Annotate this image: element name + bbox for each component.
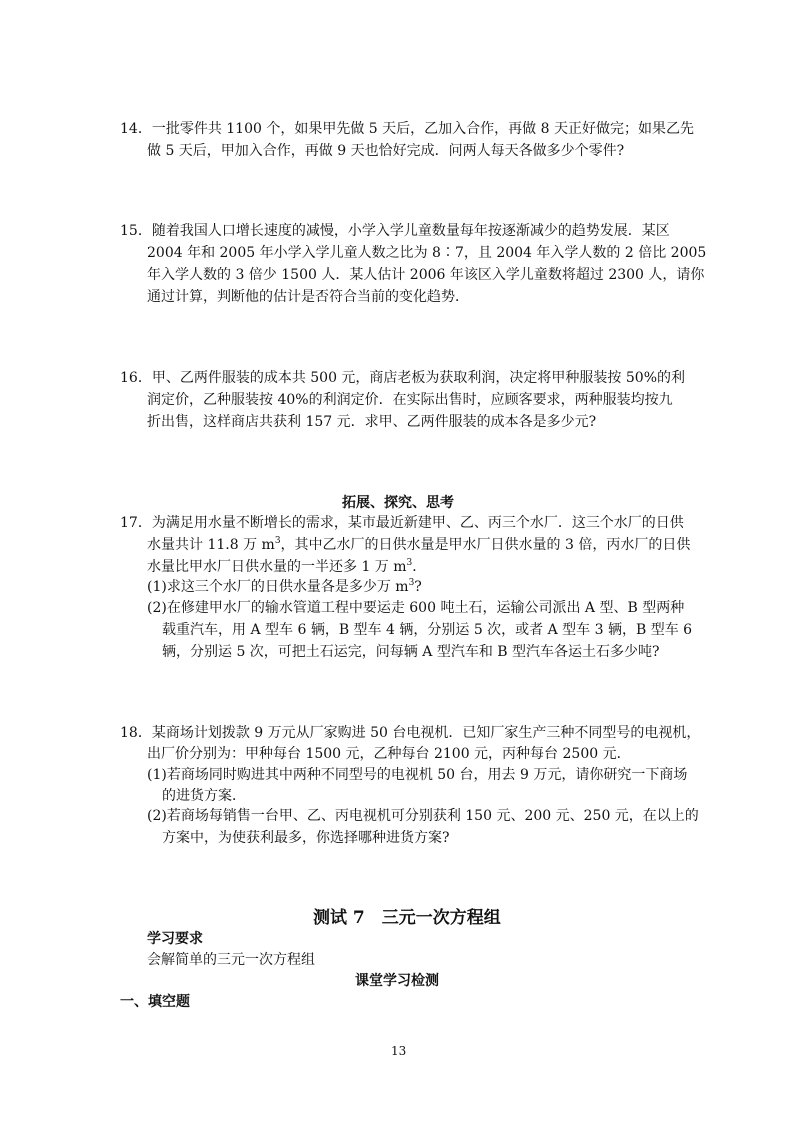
q18-line-2: 出厂价分别为：甲种每台 1500 元，乙种每台 2100 元，丙种每台 2500 元． xyxy=(147,746,631,762)
q17-line-1: 17．为满足用水量不断增长的需求，某市最近新建甲、乙、丙三个水厂．这三个水厂的日供 xyxy=(120,515,684,531)
test7-title: 测试 7 三元一次方程组 xyxy=(313,908,501,928)
q14-line-1: 14．一批零件共 1100 个，如果甲先做 5 天后，乙加入合作，再做 8 天正好做完；如果乙先 xyxy=(120,121,694,137)
q15-line-1: 15．随着我国人口增长速度的减慢，小学入学儿童数量每年按逐渐减少的趋势发展．某区 xyxy=(120,223,670,239)
q16-line-3: 折出售，这样商店共获利 157 元．求甲、乙两件服装的成本各是多少元? xyxy=(147,414,597,430)
q18-line-1: 18．某商场计划拨款 9 万元从厂家购进 50 台电视机．已知厂家生产三种不同型号的电视机， xyxy=(120,725,701,741)
q15-line-3: 年入学人数的 3 倍少 1500 人．某人估计 2006 年该区入学儿童数将超过 2300 人，请你 xyxy=(147,267,705,283)
q18-sub-1-line-1: (1)若商场同时购进其中两种不同型号的电视机 50 台，用去 9 万元，请你研究一下商场 xyxy=(147,767,688,783)
study-requirements-heading: 学习要求 xyxy=(147,931,203,947)
q15-line-2: 2004 年和 2005 年小学入学儿童人数之比为 8∶7，且 2004 年入学人数的 2 倍比 2005 xyxy=(147,245,707,261)
q16-line-1: 16．甲、乙两件服装的成本共 500 元，商店老板为获取利润，决定将甲种服装按 50%的利 xyxy=(120,370,686,386)
classroom-check-heading: 课堂学习检测 xyxy=(355,973,439,989)
q17-line-3: 水量比甲水厂日供水量的一半还多 1 万 $m^3$． xyxy=(147,558,427,575)
q18-sub-2-line-2: 方案中，为使获利最多，你选择哪种进货方案? xyxy=(162,830,450,846)
study-requirements-text: 会解简单的三元一次方程组 xyxy=(147,952,315,968)
q17-sub-2-line-2: 载重汽车，用 A 型车 6 辆，B 型车 4 辆，分别运 5 次，或者 A 型车 3 辆，B 型车 6 xyxy=(162,622,693,638)
q14-line-2: 做 5 天后，甲加入合作，再做 9 天也恰好完成．问两人每天各做多少个零件? xyxy=(147,143,625,159)
q15-line-4: 通过计算，判断他的估计是否符合当前的变化趋势． xyxy=(147,289,469,305)
q17-sub-2-line-1: (2)在修建甲水厂的输水管道工程中要运走 600 吨土石，运输公司派出 A 型、B 型两种 xyxy=(147,600,685,616)
q17-line-2: 水量共计 11.8 万 $m^3$，其中乙水厂的日供水量是甲水厂日供水量的 3 倍，丙水厂的日供 xyxy=(147,536,691,553)
fill-in-blank-heading: 一、填空题 xyxy=(120,994,190,1010)
q17-sub-1: (1)求这三个水厂的日供水量各是多少万 $m^3$? xyxy=(147,578,422,595)
q16-line-2: 润定价，乙种服装按 40%的利润定价．在实际出售时，应顾客要求，两种服装均按九 xyxy=(147,392,673,408)
q18-sub-1-line-2: 的进货方案． xyxy=(162,788,246,804)
q18-sub-2-line-1: (2)若商场每销售一台甲、乙、丙电视机可分别获利 150 元、200 元、250 元，在以上的 xyxy=(147,808,699,824)
section-heading-extend: 拓展、探究、思考 xyxy=(342,495,454,511)
page-number: 13 xyxy=(391,1044,407,1058)
q17-sub-2-line-3: 辆，分别运 5 次，可把土石运完，问每辆 A 型汽车和 B 型汽车各运土石多少吨? xyxy=(162,644,660,660)
